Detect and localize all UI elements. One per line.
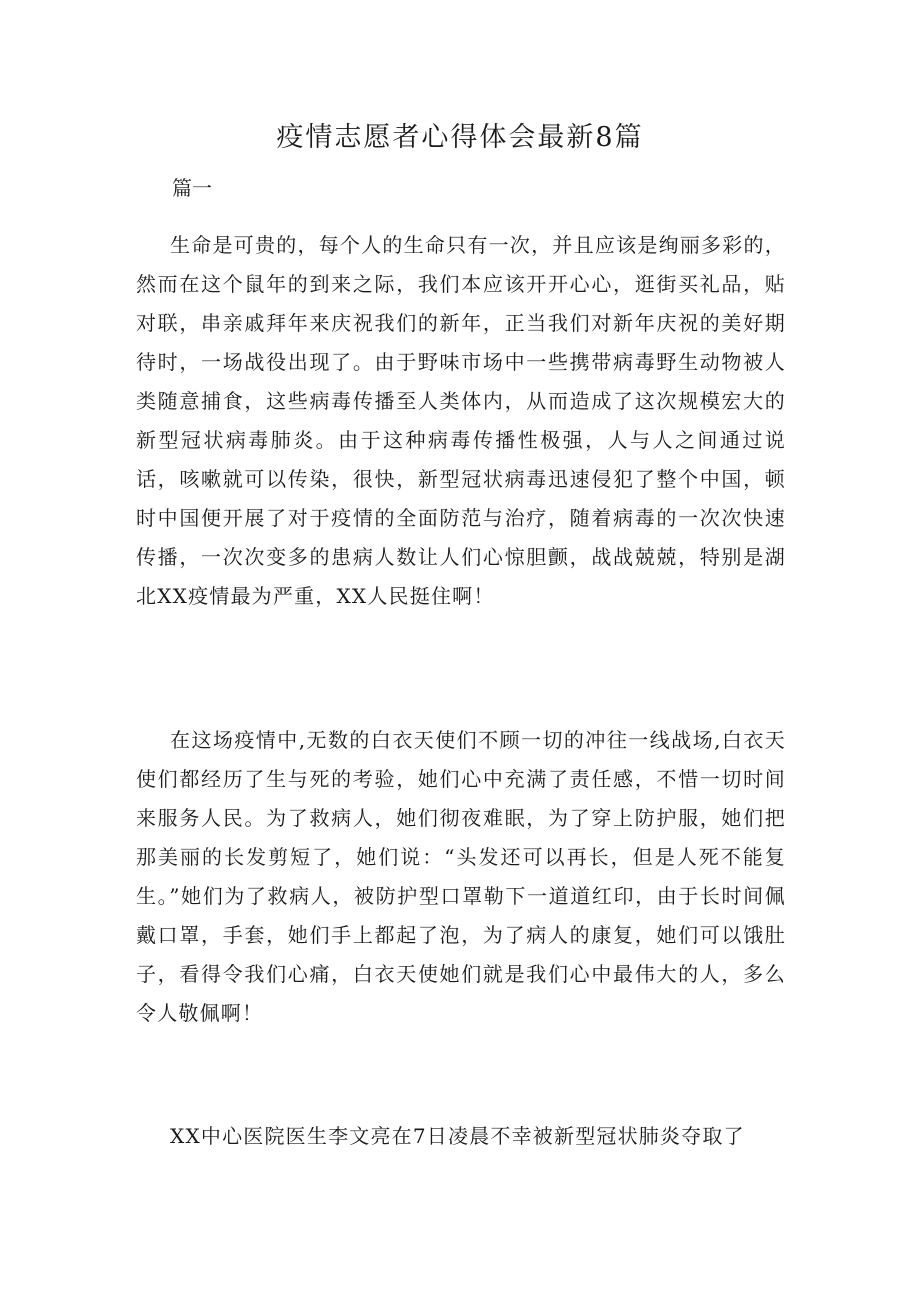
paragraph-3: XX中心医院医生李文亮在7日凌晨不幸被新型冠状肺炎夺取了 bbox=[170, 1124, 745, 1148]
paragraph-1: 生命是可贵的，每个人的生命只有一次，并且应该是绚丽多彩的，然而在这个鼠年的到来之际，我们本应该开开心心，逛街买礼品，贴对联，串亲戚拜年来庆祝我们的新年，正当我们对新年庆祝的美好期待时，一场战役出现了。由于野味市场中一些携带病毒野生动物被人类随意捕食，这些病毒传播至人类体内，从而造成了这次规模宏大的新型冠状病毒肺炎。由于这种病毒传播性极强，人与人之间通过说话，咳嗽就可以传染，很快，新型冠状病毒迅速侵犯了整个中国，顿时中国便开展了对于疫情的全面防范与治疗，随着病毒的一次次快速传播，一次次变多的患病人数让人们心惊胆颤，战战兢兢，特别是湖北XX疫情最为严重，XX人民挺住啊！ bbox=[136, 233, 786, 608]
paragraph-2: 在这场疫情中,无数的白衣天使们不顾一切的冲往一线战场,白衣天使们都经历了生与死的考验，她们心中充满了责任感，不惜一切时间来服务人民。为了救病人，她们彻夜难眠，为了穿上防护服，她们把那美丽的长发剪短了，她们说：“头发还可以再长，但是人死不能复生。”她们为了救病人，被防护型口罩勒下一道道红印，由于长时间佩戴口罩，手套，她们手上都起了泡，为了病人的康复，她们可以饿肚子，看得令我们心痛，白衣天使她们就是我们心中最伟大的人，多么令人敬佩啊！ bbox=[136, 728, 786, 1025]
document-title: 疫情志愿者心得体会最新8篇 bbox=[276, 122, 644, 153]
section-heading: 篇一 bbox=[172, 176, 212, 200]
